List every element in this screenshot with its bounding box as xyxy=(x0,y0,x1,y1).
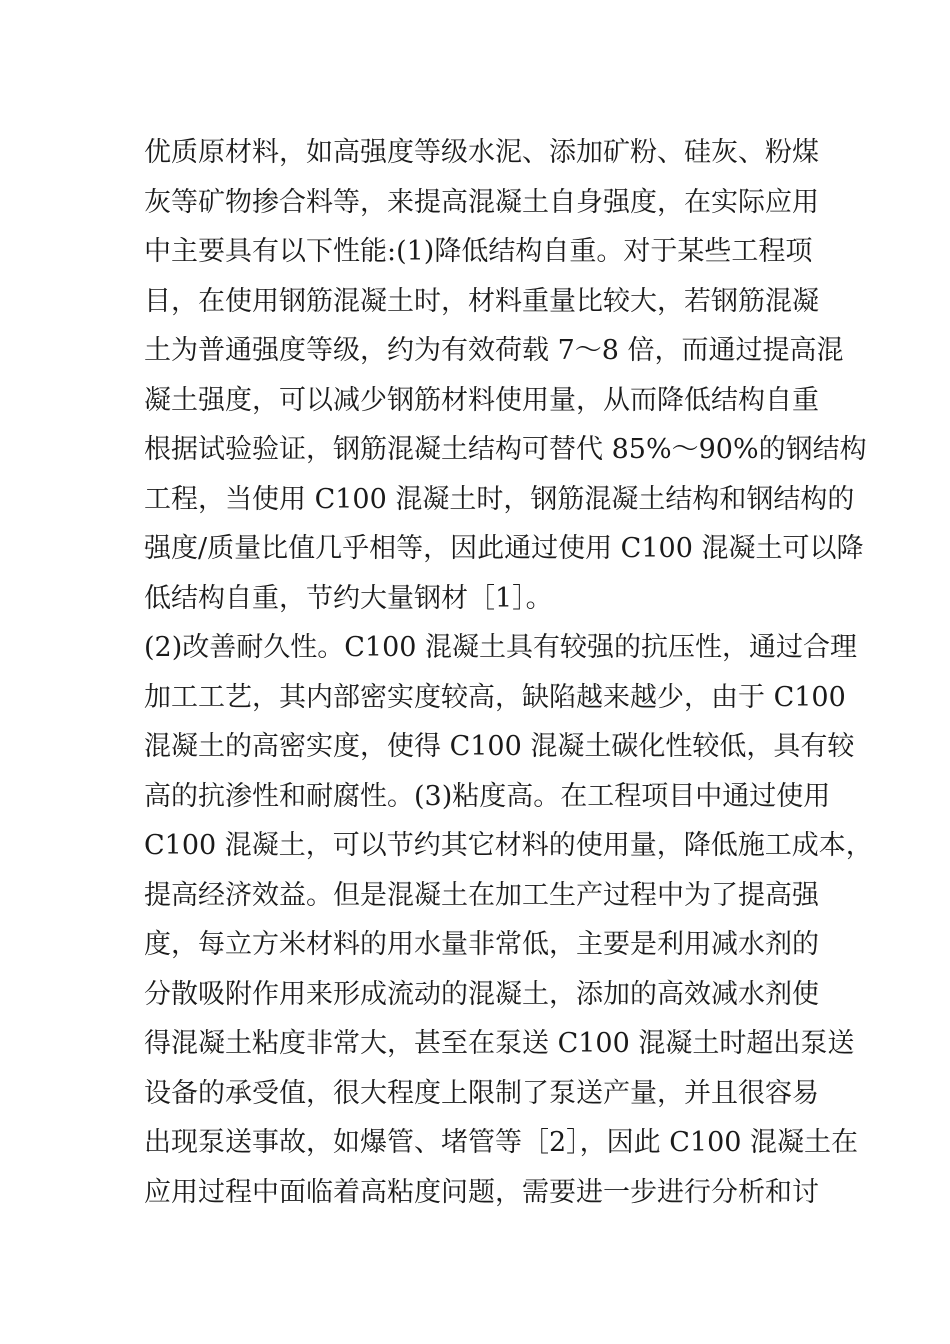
text-line: 度，每立方米材料的用水量非常低，主要是利用减水剂的 xyxy=(144,929,819,960)
text-line: (2)改善耐久性。C100 混凝土具有较强的抗压性，通过合理 xyxy=(144,632,858,663)
text-line: 中主要具有以下性能:(1)降低结构自重。对于某些工程项 xyxy=(144,236,813,267)
text-line: 目，在使用钢筋混凝土时，材料重量比较大，若钢筋混凝 xyxy=(144,285,819,317)
text-line: 强度/质量比值几乎相等，因此通过使用 C100 混凝土可以降 xyxy=(144,533,864,564)
text-line: 土为普通强度等级，约为有效荷载 7～8 倍，而通过提高混 xyxy=(144,335,844,366)
text-line: 低结构自重，节约大量钢材［1］。 xyxy=(144,582,553,614)
text-line: 得混凝土粘度非常大，甚至在泵送 C100 混凝土时超出泵送 xyxy=(144,1028,855,1059)
text-line: C100 混凝土，可以节约其它材料的使用量，降低施工成本， xyxy=(144,830,873,861)
text-line: 凝土强度，可以减少钢筋材料使用量，从而降低结构自重 xyxy=(144,384,819,416)
text-line: 工程，当使用 C100 混凝土时，钢筋混凝土结构和钢结构的 xyxy=(144,483,855,515)
text-line: 出现泵送事故，如爆管、堵管等［2］，因此 C100 混凝土在 xyxy=(144,1127,859,1158)
text-line: 灰等矿物掺合料等，来提高混凝土自身强度，在实际应用 xyxy=(144,186,819,218)
text-line: 提高经济效益。但是混凝土在加工生产过程中为了提高强 xyxy=(144,879,819,911)
text-line: 加工工艺，其内部密实度较高，缺陷越来越少，由于 C100 xyxy=(144,681,846,713)
body-text xyxy=(144,128,873,1217)
text-line: 设备的承受值，很大程度上限制了泵送产量，并且很容易 xyxy=(144,1077,819,1109)
text-line: 应用过程中面临着高粘度问题，需要进一步进行分析和讨 xyxy=(144,1176,819,1208)
text-line: 分散吸附作用来形成流动的混凝土，添加的高效减水剂使 xyxy=(144,978,819,1010)
text-line: 高的抗渗性和耐腐性。(3)粘度高。在工程项目中通过使用 xyxy=(144,780,831,812)
text-line: 优质原材料，如高强度等级水泥、添加矿粉、硅灰、粉煤 xyxy=(144,137,819,168)
text-line: 混凝土的高密实度，使得 C100 混凝土碳化性较低，具有较 xyxy=(144,731,855,762)
text-line: 根据试验验证，钢筋混凝土结构可替代 85%～90%的钢结构 xyxy=(144,434,867,465)
